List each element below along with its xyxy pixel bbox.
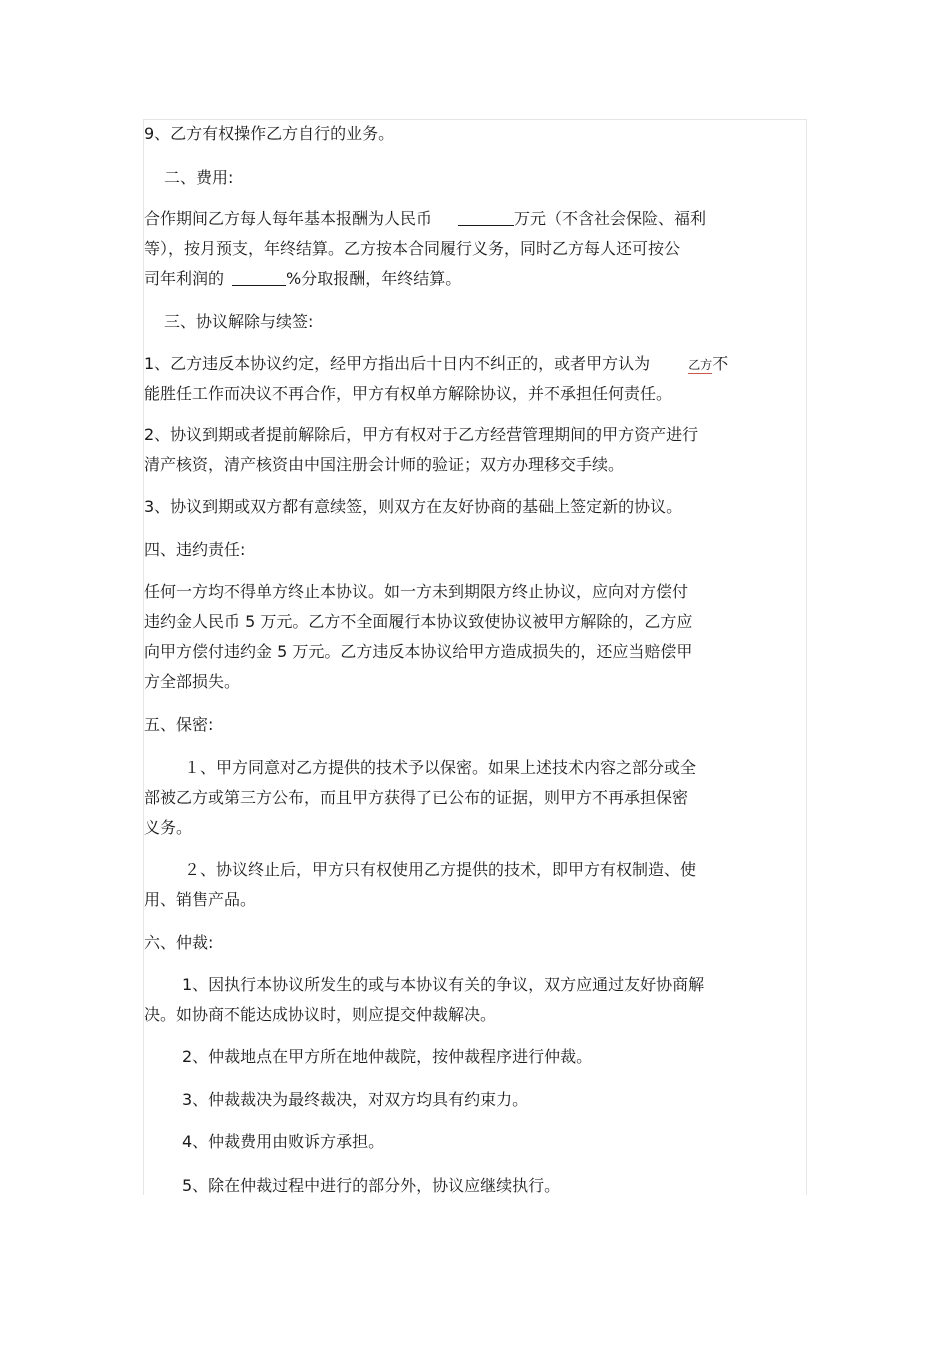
section-3-heading: 三、协议解除与续签: <box>164 312 314 331</box>
section-5-item-2: ２、协议终止后，甲方只有权使用乙方提供的技术，即甲方有权制造、使 用、销售产品。 <box>144 860 697 909</box>
section-2-paragraph: 合作期间乙方每人每年基本报酬为人民币 万元（不含社会保险、福利 等），按月预支，年终结算。乙方按本合同履行义务，同时乙方每人还可按公 司年利润的 %分取报酬，年终结算。 <box>144 209 707 288</box>
section-6-item-3: 3、仲裁裁决为最终裁决，对双方均具有约束力。 <box>182 1090 529 1109</box>
section-5-heading: 五、保密: <box>144 715 214 734</box>
profit-blank <box>232 267 286 286</box>
fee-text-a: 合作期间乙方每人每年基本报酬为人民币 <box>144 209 433 228</box>
fee-text-b: 万元（不含社会保险、福利 <box>514 209 707 228</box>
profit-text-b: %分取报酬，年终结算。 <box>286 269 462 288</box>
section-3-item-3: 3、协议到期或双方都有意续签，则双方在友好协商的基础上签定新的协议。 <box>144 497 683 516</box>
fee-blank <box>458 207 514 226</box>
profit-text-a: 司年利润的 <box>144 269 225 288</box>
section-6-heading: 六、仲裁: <box>144 933 214 952</box>
section-3-item-2: 2、协议到期或者提前解除后，甲方有权对于乙方经营管理期间的甲方资产进行 清产核资，清产核资由中国注册会计师的验证；双方办理移交手续。 <box>144 425 699 474</box>
section-4-heading: 四、违约责任: <box>144 540 246 559</box>
section-3-item-1: 1、乙方违反本协议约定，经甲方指出后十日内不纠正的，或者甲方认为 乙方不 能胜任工作而决议不再合作，甲方有权单方解除协议，并不承担任何责任。 <box>144 354 729 403</box>
section-6-item-1: 1、因执行本协议所发生的或与本协议有关的争议，双方应通过友好协商解 决。如协商不能达成协议时，则应提交仲裁解决。 <box>144 975 705 1024</box>
section-6-item-5: 5、除在仲裁过程中进行的部分外，协议应继续执行。 <box>182 1176 561 1195</box>
party-b-annotation: 乙方 <box>688 358 713 372</box>
item-9: 9、乙方有权操作乙方自行的业务。 <box>144 124 395 143</box>
section-4-paragraph: 任何一方均不得单方终止本协议。如一方未到期限方终止协议，应向对方偿付 违约金人民币 5 万元。乙方不全面履行本协议致使协议被甲方解除的，乙方应 向甲方偿付违约金 5 万元。乙方违反本协议给甲方造成损失的，还应当赔偿甲 方全部损失。 <box>144 582 693 691</box>
section-6-item-4: 4、仲裁费用由败诉方承担。 <box>182 1132 385 1151</box>
section-6-item-2: 2、仲裁地点在甲方所在地仲裁院，按仲裁程序进行仲裁。 <box>182 1047 593 1066</box>
section-5-item-1: １、甲方同意对乙方提供的技术予以保密。如果上述技术内容之部分或全 部被乙方或第三方公布，而且甲方获得了已公布的证据，则甲方不再承担保密 义务。 <box>144 758 697 837</box>
section-2-heading: 二、费用: <box>164 168 234 187</box>
